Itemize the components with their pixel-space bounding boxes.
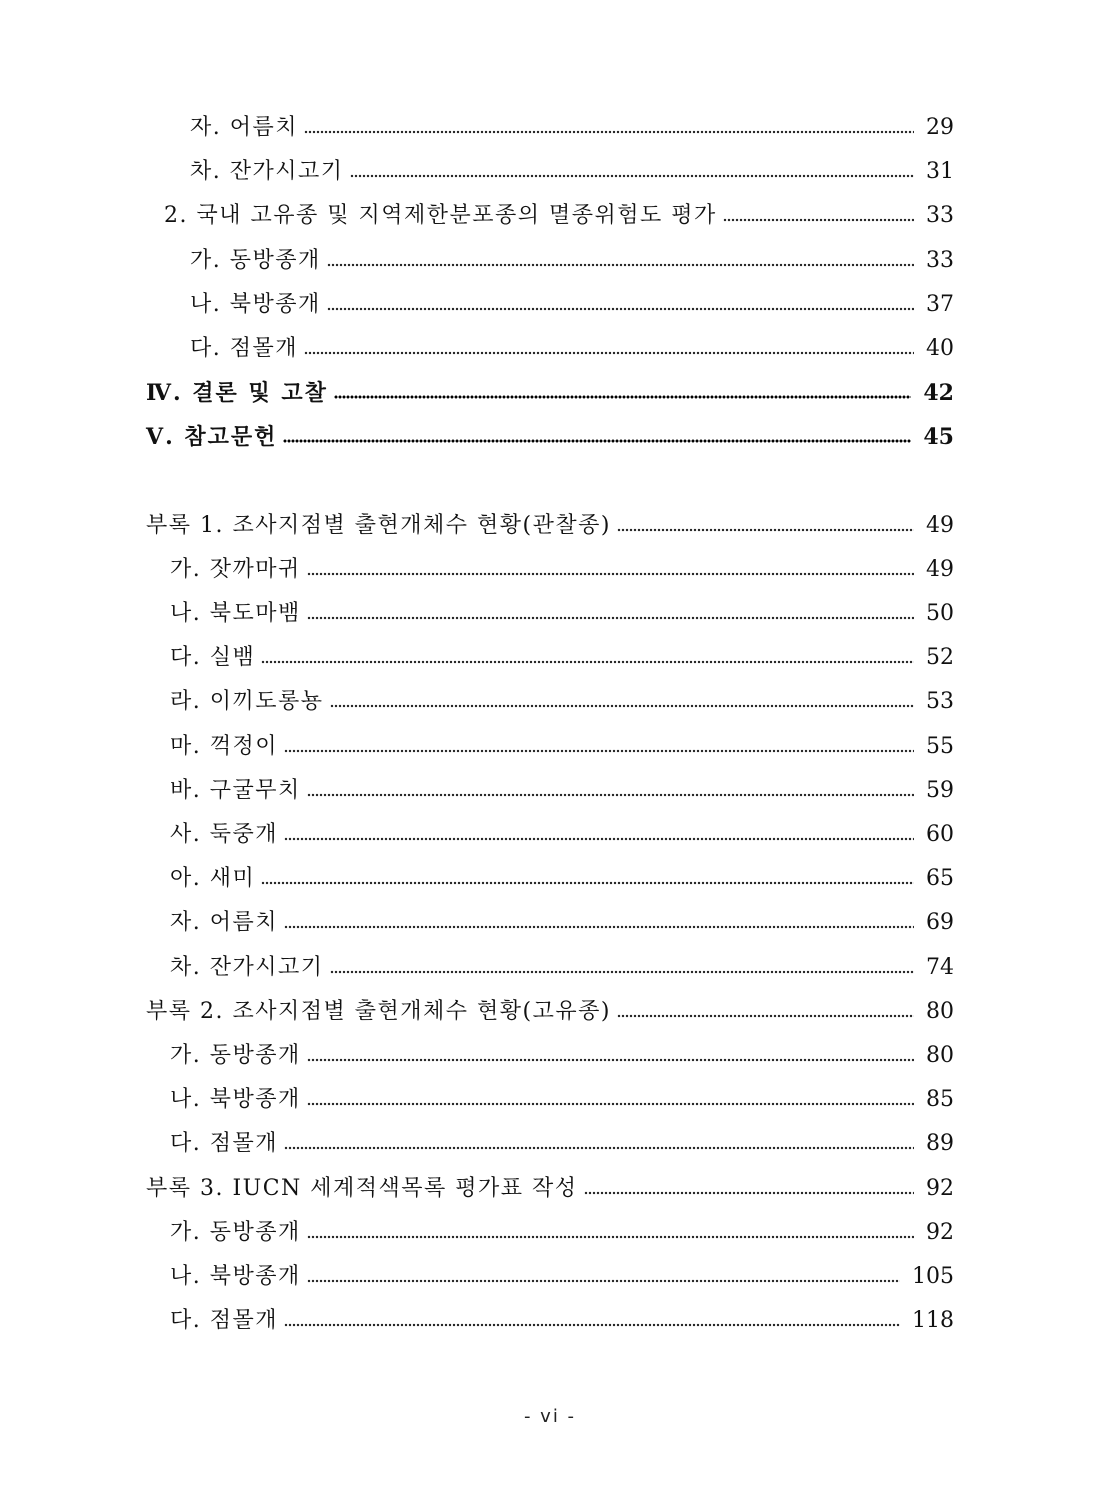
- dot-leader: [284, 1299, 900, 1343]
- toc-entry-title: 다. 점몰개: [190, 336, 298, 361]
- dot-leader: [261, 636, 914, 680]
- toc-entry-title: 부록 1. 조사지점별 출현개체수 현황(관찰종): [146, 512, 611, 538]
- toc-entry-page-number: 80: [926, 1043, 954, 1068]
- dot-leader: [307, 1034, 914, 1078]
- toc-entry-title: 부록 3. IUCN 세계적색목록 평가표 작성: [146, 1175, 578, 1201]
- toc-entry[interactable]: [190, 283, 954, 327]
- toc-entry-page-number: 52: [926, 645, 954, 671]
- dot-leader: [723, 194, 914, 238]
- toc-entry-title: 차. 잔가시고기: [190, 159, 344, 185]
- toc-entry-page-number: 105: [912, 1264, 954, 1289]
- toc-entry[interactable]: [146, 371, 954, 415]
- dot-leader: [617, 990, 914, 1034]
- dot-leader: [307, 1255, 900, 1299]
- dot-leader: [330, 946, 915, 990]
- toc-entry[interactable]: [170, 1122, 954, 1166]
- dot-leader: [284, 725, 914, 769]
- dot-leader: [327, 239, 914, 283]
- dot-leader: [261, 857, 914, 901]
- toc-entry-page-number: 53: [926, 689, 954, 715]
- toc-entry-page-number: 118: [912, 1308, 954, 1334]
- toc-entry-page-number: 59: [926, 777, 954, 803]
- toc-entry-page-number: 89: [926, 1131, 954, 1157]
- toc-entry[interactable]: [170, 1078, 954, 1122]
- toc-entry-title: 나. 북방종개: [190, 291, 321, 317]
- toc-entry-title: 차. 잔가시고기: [170, 954, 324, 980]
- toc-entry[interactable]: [170, 769, 954, 813]
- toc-entry[interactable]: [170, 548, 954, 592]
- dot-leader: [350, 150, 915, 194]
- toc-entry[interactable]: [146, 504, 954, 548]
- dot-leader: [617, 504, 914, 548]
- toc-entry-title: 자. 어름치: [170, 910, 278, 936]
- toc-entry-page-number: 37: [926, 291, 954, 317]
- toc-entry-title: 나. 북방종개: [170, 1087, 301, 1113]
- toc-entry[interactable]: [170, 1211, 954, 1255]
- toc-entry-title: 가. 동방종개: [170, 1219, 301, 1245]
- toc-entry-title: Ⅳ. 결론 및 고찰: [146, 380, 328, 407]
- toc-entry-page-number: 50: [926, 601, 954, 626]
- toc-entry[interactable]: [190, 327, 954, 371]
- toc-entry[interactable]: [170, 857, 954, 901]
- toc-entry-title: 자. 어름치: [190, 115, 298, 140]
- dot-leader: [284, 901, 914, 945]
- toc-entry-page-number: 45: [923, 424, 954, 451]
- toc-entry-page-number: 29: [926, 115, 954, 140]
- toc-entry[interactable]: [190, 239, 954, 283]
- dot-leader: [307, 769, 914, 813]
- toc-entry[interactable]: [170, 680, 954, 724]
- toc-entry-title: Ⅴ. 참고문헌: [146, 424, 278, 451]
- toc-entry[interactable]: [170, 1034, 954, 1078]
- toc-entry-page-number: 49: [926, 512, 954, 538]
- toc-entry[interactable]: [170, 901, 954, 945]
- toc-entry[interactable]: [170, 592, 954, 636]
- toc-entry-page-number: 42: [923, 380, 954, 407]
- toc-entry-page-number: 55: [926, 733, 954, 759]
- toc-entry[interactable]: [170, 1255, 954, 1299]
- toc-entry-title: 가. 잣까마귀: [170, 556, 301, 582]
- toc-entry-title: 다. 실뱀: [170, 645, 256, 671]
- toc-entry-page-number: 60: [926, 822, 954, 847]
- toc-entry-page-number: 49: [926, 556, 954, 582]
- dot-leader: [304, 106, 914, 150]
- toc-entry-title: 마. 꺽정이: [170, 733, 278, 759]
- dot-leader: [284, 813, 914, 857]
- dot-leader: [307, 1211, 914, 1255]
- toc-entry-page-number: 33: [926, 247, 954, 273]
- toc-entry[interactable]: [164, 194, 954, 238]
- toc-entry-title: 다. 점몰개: [170, 1131, 278, 1157]
- toc-entry[interactable]: [190, 150, 954, 194]
- toc-entry-title: 가. 동방종개: [170, 1043, 301, 1068]
- dot-leader: [283, 415, 911, 459]
- toc-entry-page-number: 80: [926, 998, 954, 1024]
- dot-leader: [284, 1122, 914, 1166]
- toc-entry[interactable]: [170, 636, 954, 680]
- dot-leader: [304, 327, 914, 371]
- toc-entry-title: 부록 2. 조사지점별 출현개체수 현황(고유종): [146, 998, 611, 1024]
- toc-entry[interactable]: [170, 813, 954, 857]
- toc-entry-title: 사. 둑중개: [170, 822, 278, 847]
- toc-entry-page-number: 65: [926, 866, 954, 892]
- toc-entry-title: 라. 이끼도롱뇽: [170, 689, 324, 715]
- toc-entry-title: 바. 구굴무치: [170, 777, 301, 803]
- dot-leader: [584, 1167, 914, 1211]
- toc-entry[interactable]: [146, 990, 954, 1034]
- dot-leader: [334, 371, 912, 415]
- toc-entry-title: 나. 북도마뱀: [170, 601, 301, 626]
- dot-leader: [307, 548, 914, 592]
- dot-leader: [307, 1078, 914, 1122]
- toc-entry-page-number: 33: [926, 203, 954, 229]
- toc-entry-page-number: 74: [926, 954, 954, 980]
- dot-leader: [307, 592, 914, 636]
- dot-leader: [330, 680, 915, 724]
- toc-entry-title: 다. 점몰개: [170, 1308, 278, 1334]
- toc-entry-title: 가. 동방종개: [190, 247, 321, 273]
- toc-entry-page-number: 69: [926, 910, 954, 936]
- toc-entry-title: 아. 새미: [170, 866, 256, 892]
- toc-entry[interactable]: [146, 415, 954, 459]
- toc-entry-page-number: 92: [926, 1219, 954, 1245]
- dot-leader: [327, 283, 914, 327]
- toc-entry[interactable]: [170, 1299, 954, 1343]
- toc-entry-page-number: 31: [926, 159, 954, 185]
- toc-entry[interactable]: [190, 106, 954, 150]
- toc-entry-page-number: 92: [926, 1175, 954, 1201]
- page-number-footer: - vi -: [523, 1406, 577, 1427]
- toc-entry-page-number: 40: [926, 336, 954, 361]
- toc-entry-page-number: 85: [926, 1087, 954, 1113]
- toc-entry-title: 2. 국내 고유종 및 지역제한분포종의 멸종위험도 평가: [164, 203, 717, 229]
- toc-entry[interactable]: [146, 1167, 954, 1211]
- toc-entry[interactable]: [170, 946, 954, 990]
- toc-entry-title: 나. 북방종개: [170, 1264, 301, 1289]
- toc-entry[interactable]: [170, 725, 954, 769]
